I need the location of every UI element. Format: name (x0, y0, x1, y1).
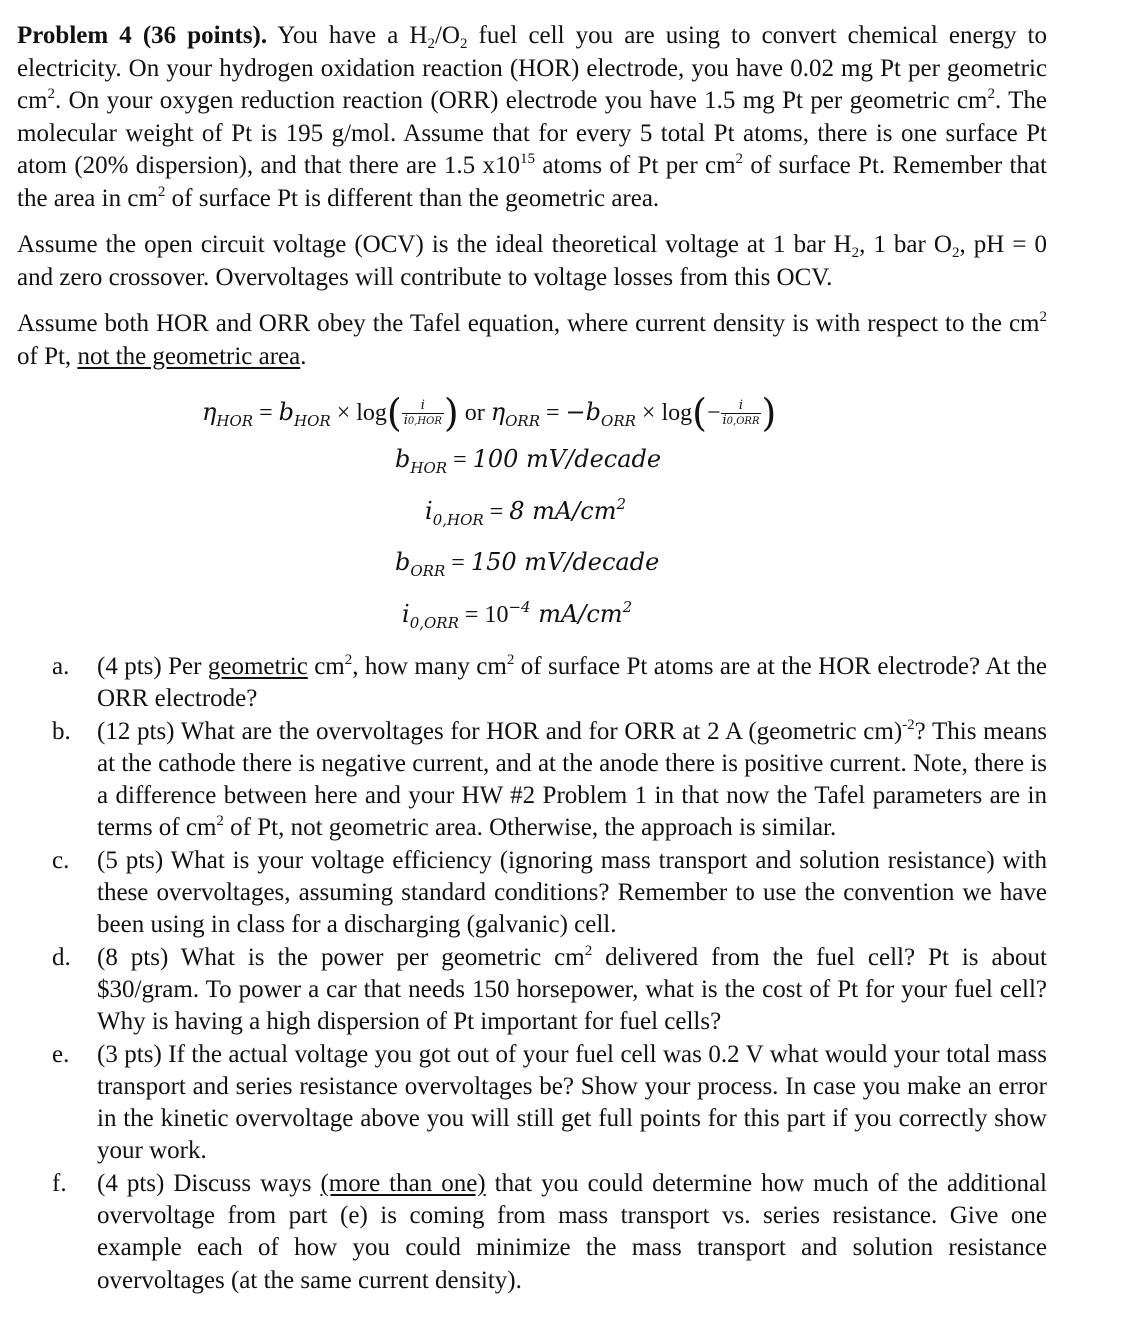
underlined-text: not the geometric area (77, 342, 301, 370)
equals-sign: = (483, 499, 510, 525)
paren-open: ( (692, 391, 707, 435)
item-label: b. (52, 717, 71, 745)
intro-text: . On your oxygen reduction reaction (ORR) electrode you have 1.5 mg Pt per geometric cm (55, 87, 988, 114)
subscript: 2 (427, 36, 435, 52)
paren-close: ) (761, 391, 777, 435)
fraction-numerator: i (402, 399, 444, 414)
item-text: cm (307, 653, 345, 680)
times-log: × log (330, 400, 387, 426)
intro-text: of surface Pt is different than the geometric area. (165, 184, 660, 212)
item-text: (8 pts) What is the power per geometric cm (97, 943, 585, 971)
intro-text: /O (434, 22, 460, 49)
subscript: 2 (851, 245, 860, 261)
superscript: 2 (987, 86, 995, 102)
item-text: (4 pts) Per (97, 653, 208, 680)
superscript: 2 (735, 151, 744, 167)
superscript: 2 (584, 942, 593, 959)
fraction-denominator (721, 414, 762, 429)
hor-fraction (402, 399, 444, 429)
orr-fraction (721, 399, 762, 429)
eta-symbol: η (202, 398, 217, 426)
item-label: d. (52, 943, 71, 971)
question-f (17, 1168, 1047, 1297)
param-b-hor (395, 445, 662, 477)
hor-subscript: HOR (410, 459, 448, 477)
paren-open: ( (386, 391, 402, 435)
intro-text: You have a H (277, 22, 428, 49)
item-text: (3 pts) If the actual voltage you got out of your fuel cell was 0.2 V what would your total mass transport and series resistance overvoltages be? Show your process. In case you make an error in the kinetic overvoltage above you will still get full points for this part if you correctly show your work. (97, 1040, 1047, 1165)
superscript: 15 (520, 151, 535, 167)
i0-hor-subscript: 0,HOR (432, 511, 484, 529)
ocv-text: , 1 bar O (859, 231, 952, 258)
i0-orr-subscript: 0,ORR (726, 415, 760, 427)
item-text: that you could determine how much of the additional overvoltage from part (e) is coming from mass transport vs. series resistance. Give one example each of how you could minimize the mass transport and solution resistance overvoltages (at the same current density). (97, 1169, 1047, 1294)
tafel-equation (17, 383, 1047, 435)
i0-orr-value: 10 (484, 602, 509, 628)
tafel-paragraph (17, 308, 1047, 373)
eta-hor-subscript: HOR (216, 412, 254, 430)
item-label: f. (52, 1169, 67, 1197)
eta-symbol: η (490, 398, 506, 426)
problem-statement (17, 20, 1047, 215)
param-i0-hor (425, 495, 627, 529)
question-e (17, 1039, 1047, 1168)
underlined-text: geometric (207, 653, 308, 680)
intro-text: atoms of Pt per cm (535, 152, 736, 179)
question-a (17, 651, 1047, 716)
times-log: × log (635, 400, 693, 426)
intro-text: . The molecular weight of Pt is 195 g/mol. Assume that for every 5 total Pt atoms, there is one surface Pt atom (20% dispersion), and that there are 1.5 x10 (17, 87, 1047, 179)
item-text: delivered from the fuel cell? Pt is about $30/gram. To power a car that needs 150 horsepower, what is the cost of Pt for your fuel cell? Why is having a high dispersion of Pt important for fuel cells? (97, 943, 1047, 1036)
minus-sign: − (706, 400, 721, 426)
superscript: 2 (506, 652, 515, 668)
superscript: 2 (157, 183, 166, 200)
param-i0-orr (402, 598, 633, 632)
item-label: a. (52, 653, 70, 680)
tafel-text: . (300, 342, 307, 370)
item-text: (5 pts) What is your voltage efficiency (ignoring mass transport and solution resistance) with these overvoltages, assuming standard conditions? Remember to use the convention we have been using in class for a discharging (galvanic) cell. (97, 846, 1047, 939)
b-orr-subscript: ORR (601, 412, 636, 430)
subscript: 2 (951, 245, 960, 261)
item-text: ? This means at the cathode there is negative current, and at the anode there is positive current. Note, there is a difference between here and your HW #2 Problem 1 in that now the Tafel parameters are in terms of cm (97, 717, 1047, 842)
ocv-paragraph (17, 229, 1047, 294)
b-hor-subscript: HOR (294, 412, 331, 430)
question-b (17, 716, 1047, 845)
problem-heading: Problem 4 (36 points). (17, 22, 268, 49)
neg-b-symbol: −b (565, 398, 602, 426)
paren-close: ) (443, 391, 459, 435)
i-symbol: i (722, 412, 727, 428)
b-orr-value: 150 mV/decade (470, 548, 660, 576)
item-text: of Pt, not geometric area. Otherwise, the approach is similar. (223, 814, 837, 842)
i0-hor-value: 8 mA/cm (509, 497, 617, 525)
equals-sign: = (447, 447, 473, 473)
or-word: or (458, 400, 491, 426)
tafel-text: of Pt, (17, 342, 78, 370)
orr-subscript: ORR (410, 562, 446, 580)
question-list (17, 651, 1047, 1297)
ocv-text: , pH = 0 and zero crossover. Overvoltages will contribute to voltage losses from this OCV. (17, 231, 1047, 291)
superscript: 2 (47, 86, 56, 102)
equals-sign: = (445, 550, 471, 576)
superscript: 2 (216, 813, 224, 830)
item-label: e. (52, 1040, 70, 1068)
eta-orr-subscript: ORR (505, 412, 540, 430)
item-text: , how many cm (352, 653, 507, 680)
intro-text: fuel cell you are using to convert chemical energy to electricity. On your hydrogen oxidation reaction (HOR) electrode, you have 0.02 mg Pt per geometric cm (17, 22, 1047, 114)
item-text: of surface Pt atoms are at the HOR electrode? At the ORR electrode? (97, 653, 1048, 713)
i-symbol: i (425, 497, 433, 525)
tafel-text: Assume both HOR and ORR obey the Tafel equation, where current density is with respect to the cm (17, 310, 1040, 337)
underlined-text: (more than one) (320, 1169, 486, 1197)
item-text: (12 pts) What are the overvoltages for HOR and for ORR at 2 A (geometric cm) (97, 717, 903, 745)
superscript: -2 (902, 716, 915, 733)
superscript: 2 (622, 598, 633, 616)
question-d (17, 942, 1047, 1039)
i0-orr-subscript: 0,ORR (409, 614, 459, 632)
equals-sign: = (253, 400, 279, 426)
b-symbol: b (395, 445, 411, 473)
equals-sign: = (540, 400, 566, 426)
question-c (17, 845, 1047, 942)
superscript: 2 (616, 495, 627, 513)
fraction-denominator (402, 414, 444, 429)
superscript: −4 (508, 598, 531, 616)
i-symbol: i (403, 412, 408, 428)
b-symbol: b (278, 398, 294, 426)
intro-text: of surface Pt. Remember that the area in cm (17, 152, 1047, 212)
i0-hor-subscript: 0,HOR (407, 415, 442, 427)
b-symbol: b (395, 548, 411, 576)
problem-document (17, 20, 1047, 1297)
i-symbol: i (402, 600, 410, 628)
ocv-text: Assume the open circuit voltage (OCV) is the ideal theoretical voltage at 1 bar H (17, 231, 852, 258)
equals-sign: = (458, 602, 485, 628)
item-text: (4 pts) Discuss ways (97, 1169, 321, 1197)
superscript: 2 (344, 652, 353, 668)
i0-orr-unit: mA/cm (530, 600, 623, 628)
b-hor-value: 100 mV/decade (472, 445, 662, 473)
item-label: c. (52, 846, 70, 874)
superscript: 2 (1039, 309, 1047, 325)
subscript: 2 (459, 36, 468, 52)
fraction-numerator: i (721, 399, 762, 414)
param-b-orr (395, 548, 660, 580)
